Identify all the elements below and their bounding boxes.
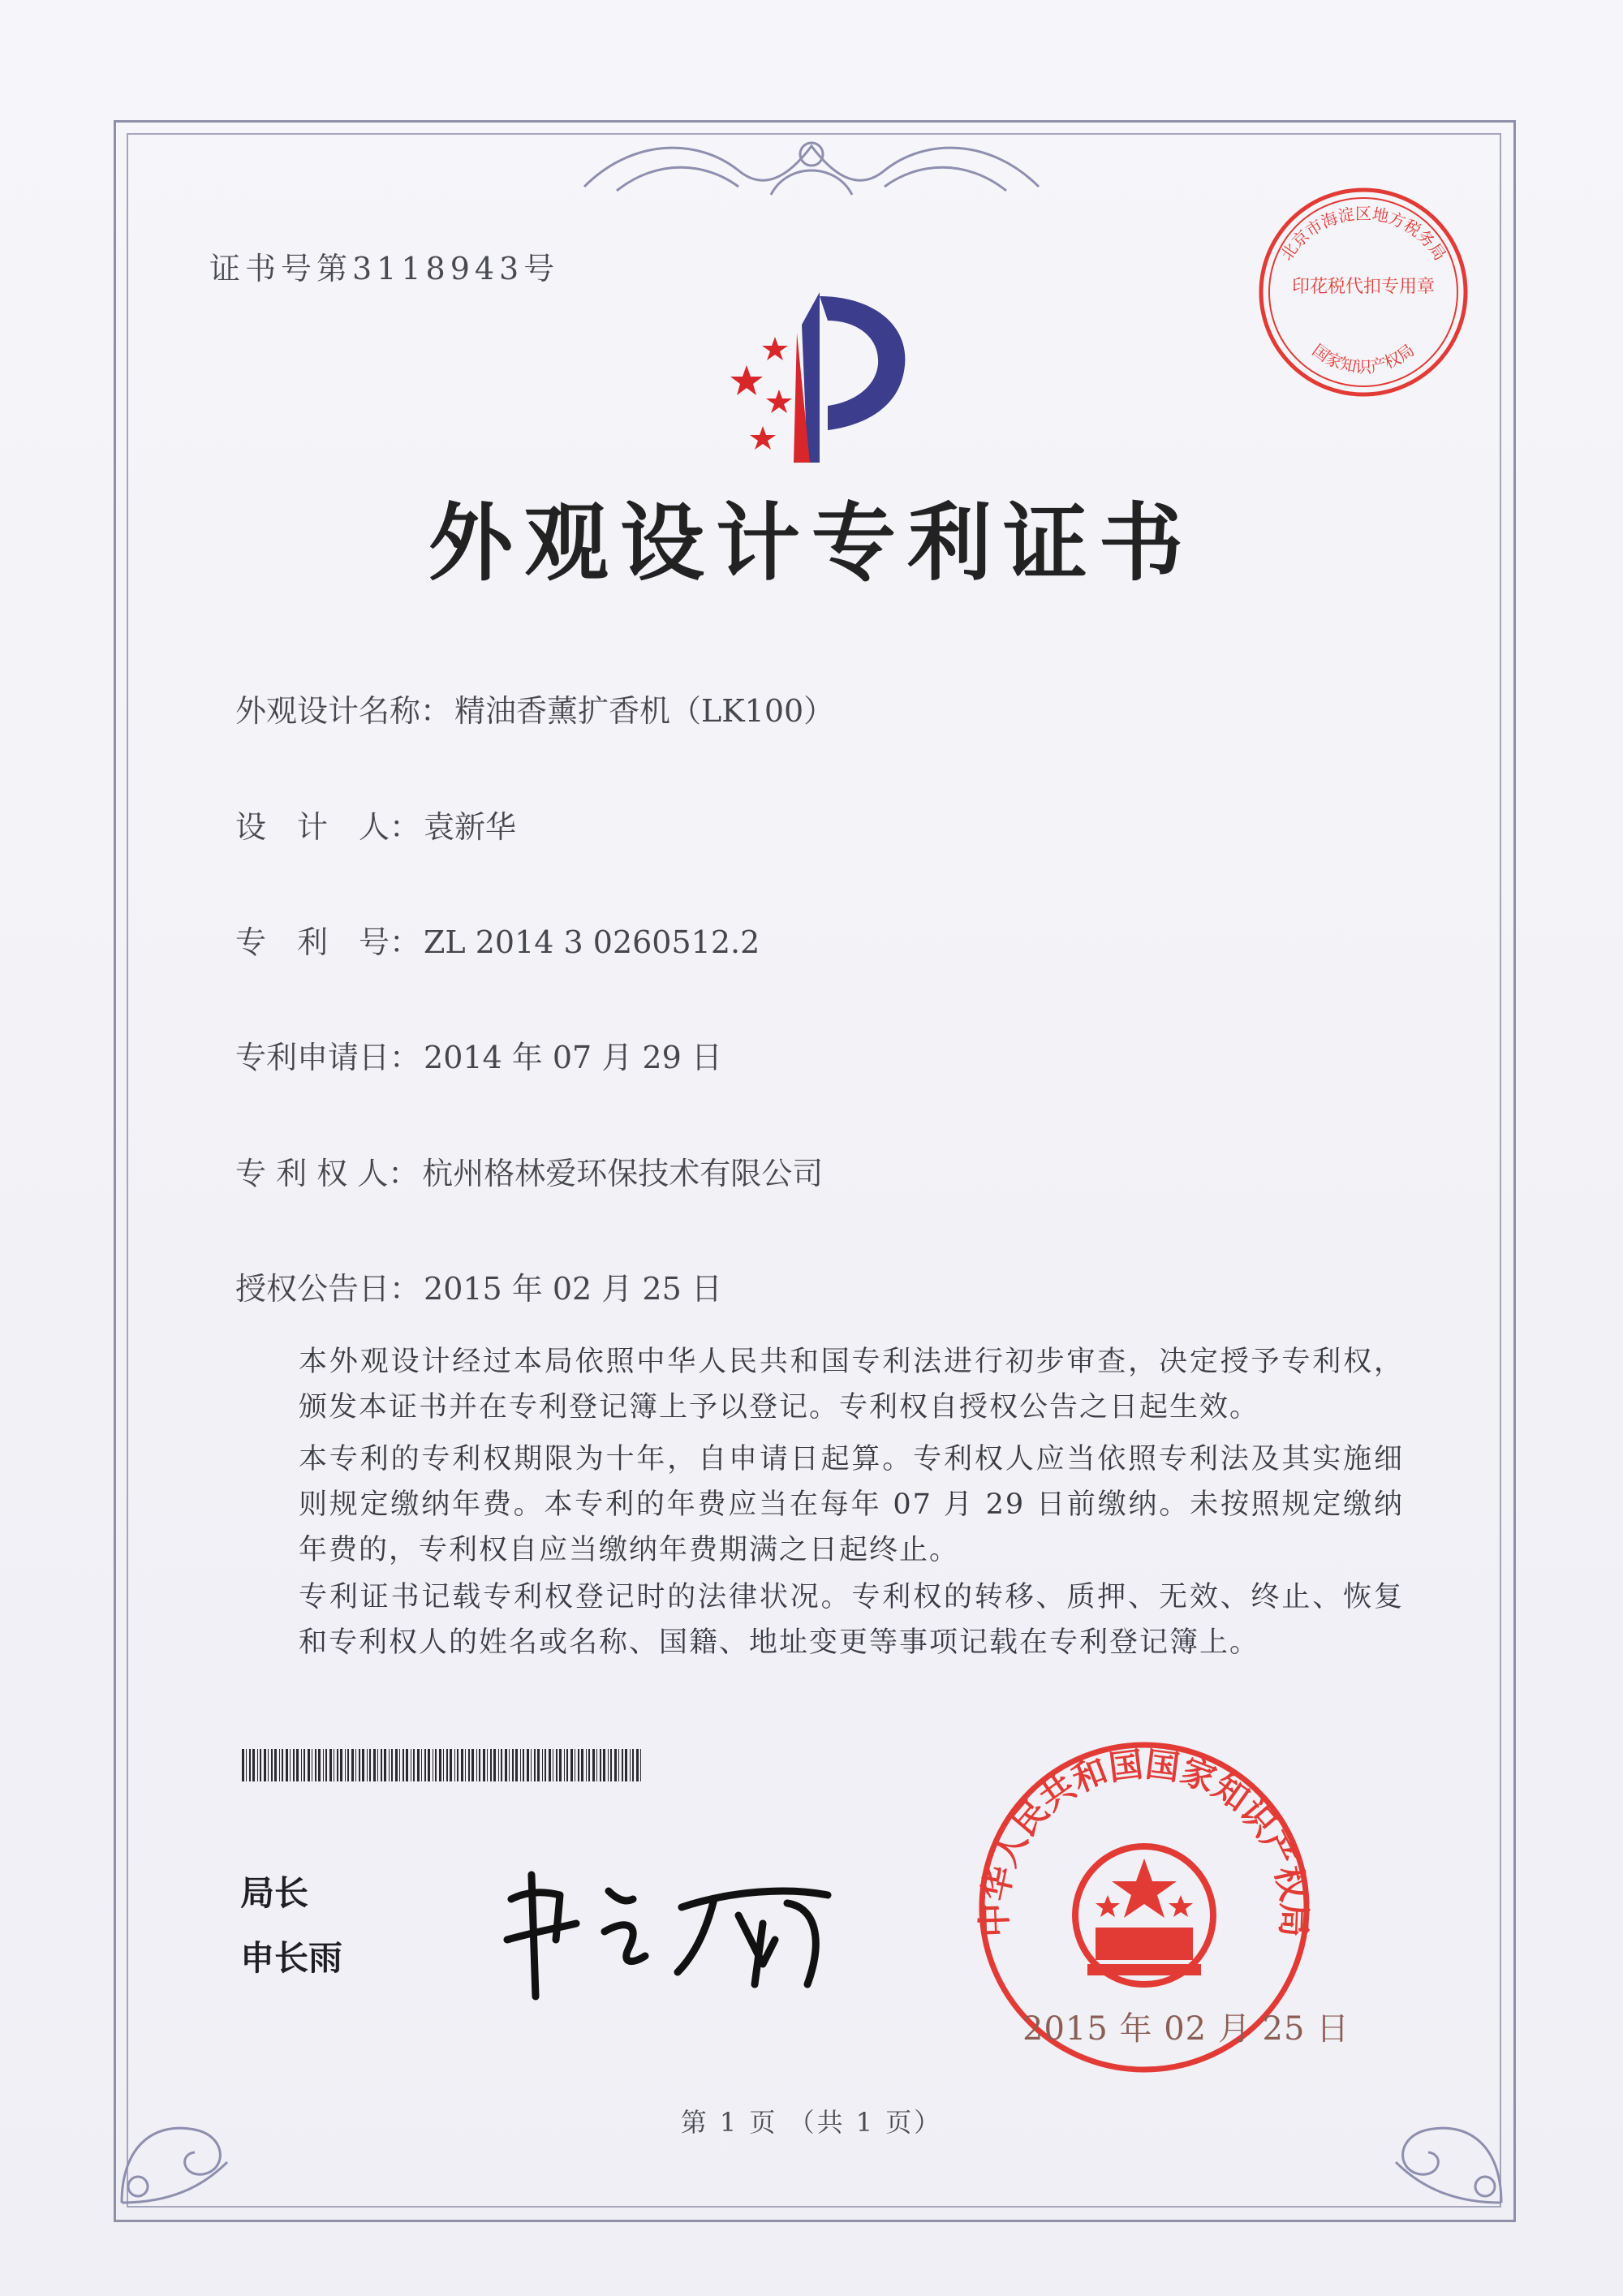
barcode-bar [399, 1749, 400, 1781]
barcode-bar [501, 1749, 502, 1781]
stamp-duty-seal [1254, 183, 1473, 402]
director-name: 申长雨 [240, 1938, 343, 1978]
barcode-bar [534, 1749, 536, 1781]
svg-text:国家知识产权局 [1309, 340, 1418, 377]
barcode-bar [268, 1749, 269, 1781]
field-label: 专利申请日： [235, 1040, 421, 1075]
field-value: 2014 年 07 月 29 日 [424, 1040, 722, 1075]
barcode-bar [468, 1749, 470, 1781]
barcode-bar [610, 1749, 612, 1781]
barcode-bar [581, 1749, 583, 1781]
barcode-bar [515, 1749, 518, 1781]
barcode [242, 1749, 648, 1781]
barcode-bar [596, 1749, 597, 1781]
field-patent-number [235, 917, 760, 962]
director-title: 局长 [240, 1873, 309, 1913]
barcode-bar [531, 1749, 532, 1781]
barcode-bar [450, 1749, 452, 1781]
barcode-bar [564, 1749, 565, 1781]
barcode-bar [566, 1749, 568, 1781]
top-ornament [568, 114, 1055, 211]
barcode-bar [512, 1749, 514, 1781]
barcode-bar [362, 1749, 364, 1781]
barcode-bar [296, 1749, 299, 1781]
field-value: ZL 2014 3 0260512.2 [424, 924, 760, 960]
barcode-bar [274, 1749, 277, 1781]
barcode-bar [622, 1749, 623, 1781]
barcode-bar [640, 1749, 641, 1781]
barcode-bar [625, 1749, 627, 1781]
barcode-bar [384, 1749, 386, 1781]
barcode-bar [600, 1749, 601, 1781]
seal-small-bottom-text: 国家知识产权局 [1308, 340, 1419, 377]
barcode-bar [271, 1749, 273, 1781]
barcode-bar [282, 1749, 283, 1781]
field-application-date [235, 1032, 722, 1077]
barcode-bar [588, 1749, 590, 1781]
barcode-bar [479, 1749, 480, 1781]
barcode-bar [286, 1749, 288, 1781]
barcode-bar [359, 1749, 360, 1781]
barcode-bar [559, 1749, 562, 1781]
barcode-bar [347, 1749, 349, 1781]
barcode-bar [301, 1749, 302, 1781]
paragraph-review [235, 1339, 1404, 1430]
field-value: 袁新华 [424, 809, 517, 845]
paragraph-text: 本专利的专利权期限为十年，自申请日起算。专利权人应当依照专利法及其实施细则规定缴纳年费。本专利的年费应当在每年 07 月 29 日前缴纳。未按照规定缴纳年费的，专利权自应当缴纳年费期满之日起终止。 [299, 1443, 1404, 1566]
barcode-bar [323, 1749, 324, 1781]
barcode-bar [471, 1749, 474, 1781]
barcode-bar [373, 1749, 376, 1781]
barcode-bar [340, 1749, 342, 1781]
barcode-bar [260, 1749, 261, 1781]
barcode-bar [413, 1749, 415, 1781]
barcode-bar [329, 1749, 332, 1781]
barcode-bar [315, 1749, 316, 1781]
barcode-bar [257, 1749, 258, 1781]
barcode-bar [264, 1749, 266, 1781]
barcode-bar [428, 1749, 430, 1781]
barcode-bar [586, 1749, 587, 1781]
barcode-bar [318, 1749, 321, 1781]
barcode-bar [369, 1749, 371, 1781]
barcode-bar [395, 1749, 398, 1781]
barcode-bar [249, 1749, 251, 1781]
svg-text:中华人民共和国国家知识产权局 [974, 1744, 1314, 1938]
field-value: 杭州格林爱环保技术有限公司 [422, 1156, 824, 1191]
barcode-bar [537, 1749, 540, 1781]
barcode-bar [490, 1749, 492, 1781]
barcode-bar [446, 1749, 448, 1781]
field-designer [235, 802, 516, 846]
barcode-bar [570, 1749, 573, 1781]
barcode-bar [578, 1749, 579, 1781]
svg-text:北京市海淀区地方税务局 [1276, 204, 1450, 264]
field-patentee [235, 1148, 823, 1193]
paragraph-text: 专利证书记载专利权登记时的法律状况。专利权的转移、质押、无效、终止、恢复和专利权人的姓名或名称、国籍、地址变更等事项记载在专利登记簿上。 [299, 1581, 1404, 1659]
barcode-bar [523, 1749, 524, 1781]
barcode-bar [608, 1749, 609, 1781]
barcode-bar [417, 1749, 420, 1781]
barcode-bar [556, 1749, 558, 1781]
seal-big-outer-text: 中华人民共和国国家知识产权局 [974, 1744, 1315, 1938]
certificate-title: 外观设计专利证书 [428, 493, 1195, 592]
barcode-bar [443, 1749, 444, 1781]
barcode-bar [406, 1749, 408, 1781]
corner-ornament-left [105, 2073, 252, 2219]
seal-small-center-text: 印花税代扣专用章 [1291, 277, 1436, 297]
barcode-bar [509, 1749, 510, 1781]
barcode-bar [505, 1749, 507, 1781]
barcode-bar [461, 1749, 463, 1781]
page-footer: 第 1 页 （共 1 页） [680, 2107, 943, 2138]
field-label: 专 利 权 人： [235, 1156, 420, 1191]
paragraph-text: 本外观设计经过本局依照中华人民共和国专利法进行初步审查，决定授予专利权，颁发本证书并在专利登记簿上予以登记。专利权自授权公告之日起生效。 [299, 1346, 1404, 1424]
barcode-bar [389, 1749, 390, 1781]
barcode-bar [527, 1749, 529, 1781]
barcode-bar [618, 1749, 619, 1781]
barcode-bar [367, 1749, 368, 1781]
barcode-bar [465, 1749, 466, 1781]
sipo-logo [698, 276, 941, 479]
barcode-bar [403, 1749, 404, 1781]
barcode-bar [439, 1749, 441, 1781]
barcode-bar [483, 1749, 485, 1781]
barcode-bar [632, 1749, 634, 1781]
barcode-bar [542, 1749, 543, 1781]
barcode-bar [246, 1749, 247, 1781]
barcode-bar [279, 1749, 280, 1781]
field-value: 精油香薰扩香机（LK100） [454, 693, 835, 729]
director-signature [495, 1842, 844, 2005]
barcode-bar [345, 1749, 346, 1781]
barcode-bar [614, 1749, 617, 1781]
barcode-bar [355, 1749, 356, 1781]
barcode-bar [381, 1749, 382, 1781]
paragraph-term [235, 1437, 1404, 1573]
field-label: 外观设计名称： [235, 693, 452, 729]
national-emblem-icon [1075, 1846, 1213, 1984]
barcode-bar [421, 1749, 422, 1781]
barcode-bar [325, 1749, 327, 1781]
seal-date: 2015 年 02 月 25 日 [1022, 2010, 1350, 2048]
barcode-bar [545, 1749, 546, 1781]
barcode-bar [424, 1749, 426, 1781]
barcode-bar [377, 1749, 378, 1781]
corner-ornament-right [1371, 2073, 1518, 2219]
seal-small-outer-text: 北京市海淀区地方税务局 [1276, 204, 1450, 265]
barcode-bar [304, 1749, 305, 1781]
barcode-bar [308, 1749, 310, 1781]
field-label: 设 计 人： [235, 809, 421, 845]
barcode-bar [290, 1749, 291, 1781]
barcode-bar [252, 1749, 255, 1781]
barcode-bar [498, 1749, 499, 1781]
field-label: 授权公告日： [235, 1271, 421, 1307]
barcode-bar [520, 1749, 521, 1781]
barcode-bar [391, 1749, 393, 1781]
barcode-bar [592, 1749, 595, 1781]
barcode-bar [457, 1749, 458, 1781]
barcode-bar [487, 1749, 488, 1781]
barcode-bar [603, 1749, 605, 1781]
barcode-bar [636, 1749, 639, 1781]
barcode-bar [493, 1749, 496, 1781]
barcode-bar [242, 1749, 244, 1781]
certificate-number: 证书号第3118943号 [209, 251, 560, 286]
barcode-bar [435, 1749, 437, 1781]
barcode-bar [549, 1749, 551, 1781]
field-value: 2015 年 02 月 25 日 [424, 1271, 722, 1307]
barcode-bar [476, 1749, 477, 1781]
barcode-bar [351, 1749, 354, 1781]
field-label: 专 利 号： [235, 924, 421, 960]
barcode-bar [630, 1749, 631, 1781]
field-grant-date [235, 1264, 722, 1308]
barcode-bar [337, 1749, 338, 1781]
paragraph-legal-status [235, 1574, 1404, 1665]
field-design-name [235, 686, 834, 730]
barcode-bar [454, 1749, 455, 1781]
barcode-bar [293, 1749, 295, 1781]
